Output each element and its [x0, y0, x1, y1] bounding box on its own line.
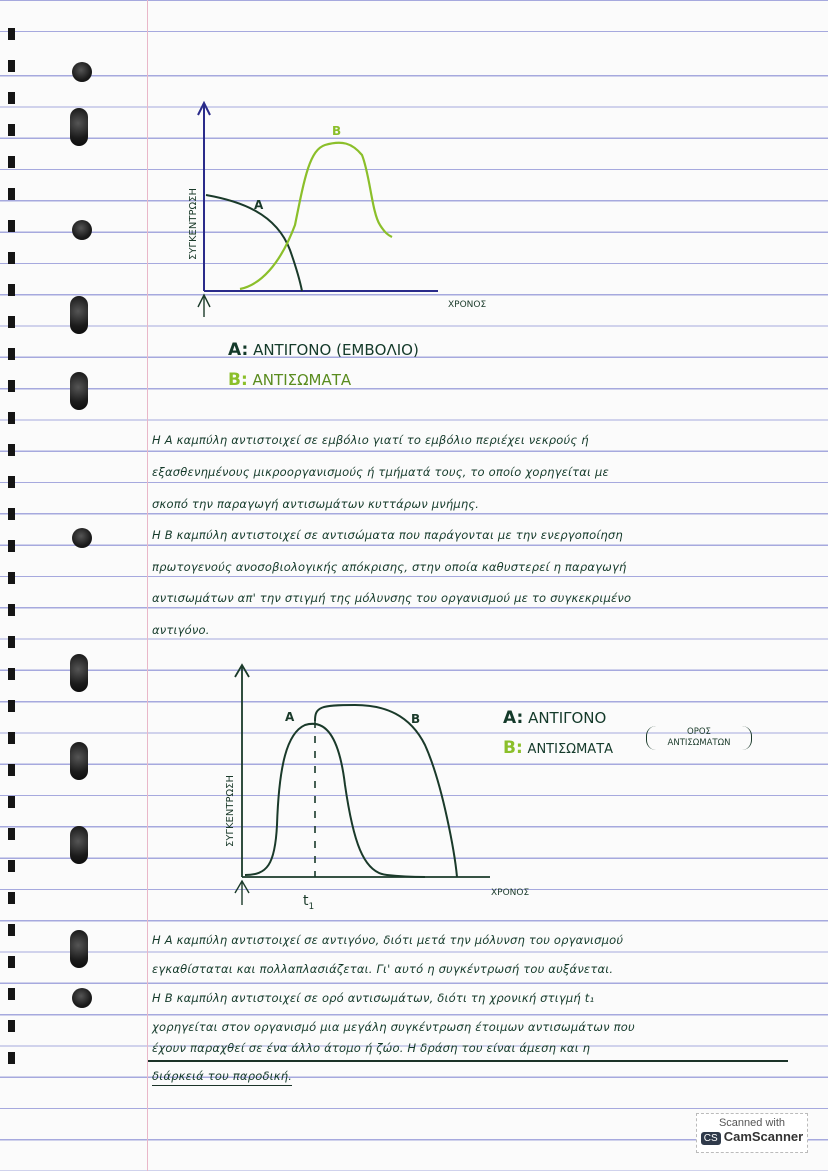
t-letter: t — [303, 893, 309, 909]
p2-line: Η A καμπύλη αντιστοιχεί σε αντιγόνο, διότι μετά την μόλυνση του οργανισμού — [152, 933, 624, 947]
curve-b — [315, 705, 457, 877]
binding-tick — [8, 412, 15, 424]
binding-tick — [8, 348, 15, 360]
binding-tick — [8, 956, 15, 968]
binding-tick — [8, 764, 15, 776]
legend-2-a — [503, 708, 606, 728]
punch-hole — [70, 654, 88, 692]
binding-tick — [8, 124, 15, 136]
punch-hole — [70, 108, 88, 146]
binding-tick — [8, 1052, 15, 1064]
punch-hole — [72, 988, 92, 1008]
binding-tick — [8, 860, 15, 872]
p1-line: εξασθενημένους μικροοργανισμούς ή τμήματά τους, το οποίο χορηγείται με — [152, 465, 609, 479]
curve-a — [245, 724, 425, 877]
p1-line: Η B καμπύλη αντιστοιχεί σε αντισώματα που παράγονται με την ενεργοποίηση — [152, 528, 623, 542]
punch-hole — [70, 742, 88, 780]
legend-1-a — [228, 340, 419, 360]
binding-tick — [8, 572, 15, 584]
p2-line: Η B καμπύλη αντιστοιχεί σε ορό αντισωμάτων, διότι τη χρονική στιγμή t₁ — [152, 991, 595, 1005]
legend-b-letter: B: — [503, 738, 523, 758]
punch-hole — [72, 528, 92, 548]
p1-line: αντισωμάτων απ' την στιγμή της μόλυνσης του οργανισμού με το συγκεκριμένο — [152, 591, 632, 605]
binding-tick — [8, 1020, 15, 1032]
graph-2 — [215, 655, 555, 915]
punch-hole — [72, 220, 92, 240]
p1-line: πρωτογενούς ανοσοβιολογικής απόκρισης, στην οποία καθυστερεί η παραγωγή — [152, 560, 627, 574]
binding-tick — [8, 892, 15, 904]
binding-tick — [8, 796, 15, 808]
p1-line: Η A καμπύλη αντιστοιχεί σε εμβόλιο γιατί το εμβόλιο περιέχει νεκρούς ή — [152, 433, 589, 447]
punch-hole — [70, 296, 88, 334]
legend-2-b — [503, 738, 613, 758]
binding-tick — [8, 508, 15, 520]
legend-a-letter: A: — [228, 340, 249, 360]
binding-tick — [8, 636, 15, 648]
binding-tick — [8, 444, 15, 456]
punch-hole — [70, 826, 88, 864]
legend-b-note — [646, 726, 752, 750]
binding-tick — [8, 92, 15, 104]
p1-line: σκοπό την παραγωγή αντισωμάτων κυττάρων μνήμης. — [152, 497, 480, 511]
punch-hole — [70, 372, 88, 410]
binding-tick — [8, 540, 15, 552]
legend-a-text: ΑΝΤΙΓΟΝΟ (ΕΜΒΟΛΙΟ) — [253, 341, 419, 359]
x-axis-label: ΧΡΟΝΟΣ — [448, 300, 487, 310]
binding-tick — [8, 828, 15, 840]
binding-tick — [8, 604, 15, 616]
camscanner-brand-text: CamScanner — [723, 1129, 804, 1144]
text-underline — [148, 1060, 788, 1062]
legend-1-b — [228, 370, 351, 390]
binding-tick — [8, 188, 15, 200]
curve-a-label: A — [285, 710, 295, 724]
p1-line: αντιγόνο. — [152, 623, 210, 637]
binding-tick — [8, 380, 15, 392]
y-axis-label: ΣΥΓΚΕΝΤΡΩΣΗ — [225, 775, 236, 847]
t1-label — [303, 893, 314, 912]
legend-b-note-bottom: ΑΝΤΙΣΩΜΑΤΩΝ — [667, 738, 731, 748]
legend-b-note-top: ΟΡΟΣ — [687, 727, 711, 737]
camscanner-watermark — [696, 1113, 808, 1153]
punch-hole — [70, 930, 88, 968]
t-subscript: 1 — [308, 902, 315, 912]
p2-line: εγκαθίσταται και πολλαπλασιάζεται. Γι' αυτό η συγκέντρωσή του αυξάνεται. — [152, 962, 614, 976]
y-axis-label: ΣΥΓΚΕΝΤΡΩΣΗ — [188, 188, 199, 260]
binding-tick — [8, 28, 15, 40]
curve-b-label: B — [411, 712, 421, 726]
scanned-with-text: Scanned with — [718, 1117, 786, 1129]
binding-tick — [8, 732, 15, 744]
p2-line: χορηγείται στον οργανισμό μια μεγάλη συγκέντρωση έτοιμων αντισωμάτων που — [152, 1020, 635, 1034]
binding-tick — [8, 700, 15, 712]
graph-1 — [180, 95, 510, 320]
legend-b-text: ΑΝΤΙΣΩΜΑΤΑ — [252, 371, 352, 389]
binding-tick — [8, 316, 15, 328]
binding-tick — [8, 668, 15, 680]
legend-a-text: ΑΝΤΙΓΟΝΟ — [528, 709, 607, 727]
camscanner-logo-icon: CS — [701, 1132, 721, 1145]
curve-a-label: A — [254, 198, 264, 212]
binding-tick — [8, 60, 15, 72]
binding-tick — [8, 476, 15, 488]
binding-tick — [8, 220, 15, 232]
binding-tick — [8, 156, 15, 168]
binding-tick — [8, 252, 15, 264]
binding-tick — [8, 284, 15, 296]
camscanner-brand — [697, 1129, 807, 1145]
punch-hole — [72, 62, 92, 82]
legend-a-letter: A: — [503, 708, 524, 728]
binding-tick — [8, 988, 15, 1000]
curve-b-label: B — [332, 124, 342, 138]
legend-b-text: ΑΝΤΙΣΩΜΑΤΑ — [527, 742, 614, 757]
legend-b-letter: B: — [228, 370, 248, 390]
p2-line: διάρκειά του παροδική. — [152, 1069, 292, 1086]
x-axis-label: ΧΡΟΝΟΣ — [491, 888, 530, 898]
binding-tick — [8, 924, 15, 936]
margin-line — [147, 0, 148, 1171]
p2-line: έχουν παραχθεί σε ένα άλλο άτομο ή ζώο. Η δράση του είναι άμεση και η — [152, 1041, 591, 1055]
